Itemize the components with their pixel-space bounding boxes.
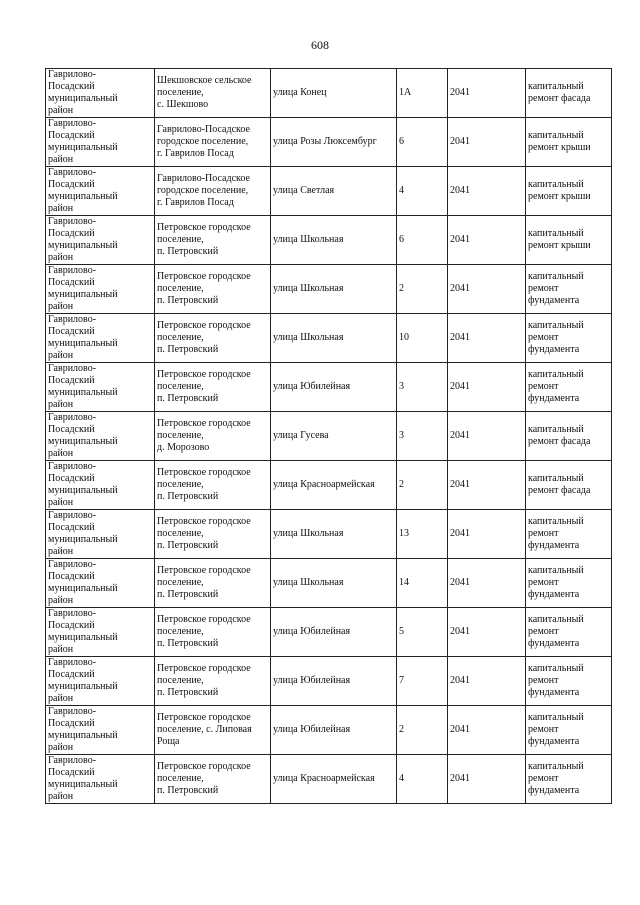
district-cell: Гаврилово- Посадский муниципальный район <box>46 265 155 314</box>
street-cell: улица Красноармейская <box>271 755 397 804</box>
year-cell: 2041 <box>448 314 526 363</box>
house-number-cell: 4 <box>397 755 448 804</box>
work-type-cell: капитальный ремонт крыши <box>526 216 612 265</box>
house-number-cell: 6 <box>397 118 448 167</box>
table-row <box>46 69 612 118</box>
district-cell: Гаврилово- Посадский муниципальный район <box>46 510 155 559</box>
table-row <box>46 265 612 314</box>
house-number-cell: 2 <box>397 265 448 314</box>
house-number-cell: 5 <box>397 608 448 657</box>
work-type-cell: капитальный ремонт фундамента <box>526 363 612 412</box>
work-type-cell: капитальный ремонт крыши <box>526 167 612 216</box>
district-cell: Гаврилово- Посадский муниципальный район <box>46 706 155 755</box>
work-type-cell: капитальный ремонт фундамента <box>526 755 612 804</box>
street-cell: улица Юбилейная <box>271 363 397 412</box>
house-number-cell: 6 <box>397 216 448 265</box>
table-body <box>46 69 612 804</box>
work-type-cell: капитальный ремонт фундамента <box>526 559 612 608</box>
settlement-cell: Гаврилово-Посадское городское поселение, г. Гаврилов Посад <box>155 118 271 167</box>
work-type-cell: капитальный ремонт фундамента <box>526 706 612 755</box>
work-type-cell: капитальный ремонт фундамента <box>526 608 612 657</box>
table-row <box>46 216 612 265</box>
street-cell: улица Розы Люксембург <box>271 118 397 167</box>
table-row <box>46 118 612 167</box>
house-number-cell: 14 <box>397 559 448 608</box>
table-row <box>46 559 612 608</box>
settlement-cell: Гаврилово-Посадское городское поселение, г. Гаврилов Посад <box>155 167 271 216</box>
district-cell: Гаврилово- Посадский муниципальный район <box>46 363 155 412</box>
year-cell: 2041 <box>448 755 526 804</box>
district-cell: Гаврилово- Посадский муниципальный район <box>46 118 155 167</box>
district-cell: Гаврилово- Посадский муниципальный район <box>46 216 155 265</box>
settlement-cell: Петровское городское поселение, п. Петровский <box>155 755 271 804</box>
year-cell: 2041 <box>448 363 526 412</box>
work-type-cell: капитальный ремонт фундамента <box>526 314 612 363</box>
year-cell: 2041 <box>448 657 526 706</box>
page-number: 608 <box>311 38 329 52</box>
street-cell: улица Школьная <box>271 216 397 265</box>
house-number-cell: 2 <box>397 461 448 510</box>
settlement-cell: Петровское городское поселение, п. Петровский <box>155 216 271 265</box>
settlement-cell: Петровское городское поселение, п. Петровский <box>155 657 271 706</box>
house-number-cell: 4 <box>397 167 448 216</box>
settlement-cell: Петровское городское поселение, п. Петровский <box>155 461 271 510</box>
house-number-cell: 3 <box>397 412 448 461</box>
year-cell: 2041 <box>448 216 526 265</box>
street-cell: улица Юбилейная <box>271 706 397 755</box>
table-row <box>46 755 612 804</box>
house-number-cell: 7 <box>397 657 448 706</box>
house-number-cell: 13 <box>397 510 448 559</box>
district-cell: Гаврилово- Посадский муниципальный район <box>46 167 155 216</box>
table-row <box>46 314 612 363</box>
house-number-cell: 2 <box>397 706 448 755</box>
settlement-cell: Петровское городское поселение, п. Петровский <box>155 314 271 363</box>
settlement-cell: Петровское городское поселение, п. Петровский <box>155 559 271 608</box>
district-cell: Гаврилово- Посадский муниципальный район <box>46 755 155 804</box>
year-cell: 2041 <box>448 167 526 216</box>
street-cell: улица Гусева <box>271 412 397 461</box>
table-row <box>46 657 612 706</box>
year-cell: 2041 <box>448 265 526 314</box>
settlement-cell: Петровское городское поселение, п. Петровский <box>155 510 271 559</box>
settlement-cell: Петровское городское поселение, д. Морозово <box>155 412 271 461</box>
year-cell: 2041 <box>448 706 526 755</box>
street-cell: улица Школьная <box>271 559 397 608</box>
district-cell: Гаврилово- Посадский муниципальный район <box>46 559 155 608</box>
settlement-cell: Петровское городское поселение, с. Липовая Роща <box>155 706 271 755</box>
table-row <box>46 706 612 755</box>
street-cell: улица Красноармейская <box>271 461 397 510</box>
work-type-cell: капитальный ремонт фундамента <box>526 510 612 559</box>
table-row <box>46 412 612 461</box>
street-cell: улица Светлая <box>271 167 397 216</box>
settlement-cell: Петровское городское поселение, п. Петровский <box>155 608 271 657</box>
work-type-cell: капитальный ремонт фасада <box>526 69 612 118</box>
table-row <box>46 461 612 510</box>
district-cell: Гаврилово- Посадский муниципальный район <box>46 657 155 706</box>
work-type-cell: капитальный ремонт фундамента <box>526 265 612 314</box>
house-number-cell: 10 <box>397 314 448 363</box>
street-cell: улица Школьная <box>271 314 397 363</box>
table-row <box>46 363 612 412</box>
district-cell: Гаврилово- Посадский муниципальный район <box>46 608 155 657</box>
district-cell: Гаврилово- Посадский муниципальный район <box>46 314 155 363</box>
work-type-cell: капитальный ремонт крыши <box>526 118 612 167</box>
street-cell: улица Школьная <box>271 510 397 559</box>
house-number-cell: 3 <box>397 363 448 412</box>
district-cell: Гаврилово- Посадский муниципальный район <box>46 461 155 510</box>
street-cell: улица Юбилейная <box>271 608 397 657</box>
settlement-cell: Шекшовское сельское поселение, с. Шекшово <box>155 69 271 118</box>
table-row <box>46 608 612 657</box>
table-row <box>46 510 612 559</box>
table-row <box>46 167 612 216</box>
settlement-cell: Петровское городское поселение, п. Петровский <box>155 265 271 314</box>
street-cell: улица Школьная <box>271 265 397 314</box>
year-cell: 2041 <box>448 510 526 559</box>
district-cell: Гаврилово- Посадский муниципальный район <box>46 69 155 118</box>
work-type-cell: капитальный ремонт фундамента <box>526 657 612 706</box>
repair-schedule-table <box>45 68 612 804</box>
street-cell: улица Юбилейная <box>271 657 397 706</box>
work-type-cell: капитальный ремонт фасада <box>526 412 612 461</box>
year-cell: 2041 <box>448 461 526 510</box>
settlement-cell: Петровское городское поселение, п. Петровский <box>155 363 271 412</box>
house-number-cell: 1А <box>397 69 448 118</box>
year-cell: 2041 <box>448 118 526 167</box>
work-type-cell: капитальный ремонт фасада <box>526 461 612 510</box>
year-cell: 2041 <box>448 559 526 608</box>
year-cell: 2041 <box>448 412 526 461</box>
year-cell: 2041 <box>448 608 526 657</box>
year-cell: 2041 <box>448 69 526 118</box>
street-cell: улица Конец <box>271 69 397 118</box>
district-cell: Гаврилово- Посадский муниципальный район <box>46 412 155 461</box>
